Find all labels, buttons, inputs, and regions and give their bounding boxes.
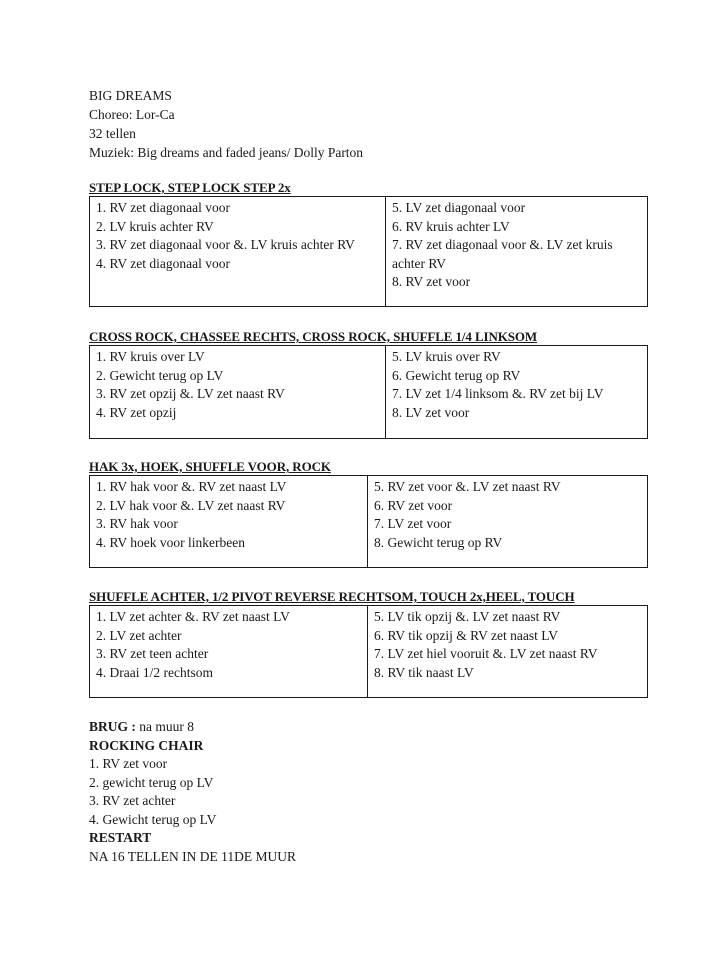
step-item: 5. LV tik opzij &. LV zet naast RV — [374, 609, 561, 624]
section-4 — [89, 589, 647, 698]
steps-left-column — [90, 346, 386, 439]
step-item: 2. LV zet achter — [96, 627, 182, 643]
steps-table — [89, 196, 648, 307]
section-3 — [89, 459, 647, 568]
rocking-step: 2. gewicht terug op LV — [89, 774, 214, 790]
dance-header — [89, 86, 363, 162]
step-item: 5. LV kruis over RV — [392, 349, 501, 364]
step-item: 1. RV kruis over LV — [96, 349, 205, 364]
restart-text: NA 16 TELLEN IN DE 11DE MUUR — [89, 848, 296, 864]
bridge-text: na muur 8 — [135, 719, 194, 734]
count-info: 32 tellen — [89, 126, 136, 141]
section-1 — [89, 180, 647, 307]
steps-right-column — [386, 197, 648, 307]
step-item: 4. Draai 1/2 rechtsom — [96, 664, 213, 680]
step-item: 1. LV zet achter &. RV zet naast LV — [96, 609, 290, 624]
bridge-line — [89, 718, 296, 737]
step-item: 4. RV hoek voor linkerbeen — [96, 534, 246, 550]
step-item: 8. Gewicht terug op RV — [374, 534, 503, 550]
dance-title: BIG DREAMS — [89, 88, 172, 103]
step-item: 2. LV hak voor &. LV zet naast RV — [96, 497, 286, 513]
step-item: 7. LV zet voor — [374, 516, 452, 531]
restart-title: RESTART — [89, 830, 152, 845]
section-2 — [89, 329, 647, 439]
step-item: 7. LV zet 1/4 linksom &. RV zet bij LV — [392, 386, 604, 401]
music-info: Muziek: Big dreams and faded jeans/ Dolly Parton — [89, 145, 364, 160]
steps-right-column — [386, 346, 648, 439]
section-title: SHUFFLE ACHTER, 1/2 PIVOT REVERSE RECHTSOM, TOUCH 2x,HEEL, TOUCH — [89, 589, 575, 604]
section-title: HAK 3x, HOEK, SHUFFLE VOOR, ROCK — [89, 459, 331, 474]
step-item: 6. RV zet voor — [374, 497, 453, 513]
steps-right-column — [368, 476, 648, 568]
step-item: 8. RV zet voor — [392, 274, 471, 289]
step-item: 2. Gewicht terug op LV — [96, 367, 224, 383]
step-item: 1. RV zet diagonaal voor — [96, 200, 231, 215]
step-item: 3. RV hak voor — [96, 516, 178, 531]
choreographer: Choreo: Lor-Ca — [89, 107, 175, 122]
step-item: 4. RV zet diagonaal voor — [96, 255, 231, 271]
rocking-step: 4. Gewicht terug op LV — [89, 811, 217, 827]
step-item: 3. RV zet opzij &. LV zet naast RV — [96, 386, 285, 401]
step-item: 8. RV tik naast LV — [374, 664, 474, 680]
section-title: CROSS ROCK, CHASSEE RECHTS, CROSS ROCK, SHUFFLE 1/4 LINKSOM — [89, 329, 538, 344]
step-item: 6. RV kruis achter LV — [392, 218, 510, 234]
step-item: 3. RV zet teen achter — [96, 646, 209, 661]
step-item: 6. Gewicht terug op RV — [392, 367, 521, 383]
step-item: 3. RV zet diagonaal voor &. LV kruis achter RV — [96, 237, 355, 252]
footer-notes — [89, 718, 296, 866]
step-item: 8. LV zet voor — [392, 404, 470, 420]
rocking-chair-title: ROCKING CHAIR — [89, 737, 204, 753]
steps-left-column — [90, 606, 368, 698]
steps-left-column — [90, 476, 368, 568]
section-title: STEP LOCK, STEP LOCK STEP 2x — [89, 180, 291, 195]
step-item: 7. LV zet hiel vooruit &. LV zet naast RV — [374, 646, 598, 661]
bridge-label: BRUG : — [89, 719, 136, 734]
steps-left-column — [90, 197, 386, 307]
step-item: 2. LV kruis achter RV — [96, 218, 214, 234]
step-item: 4. RV zet opzij — [96, 404, 177, 420]
step-item: 1. RV hak voor &. RV zet naast LV — [96, 479, 287, 494]
step-item: 6. RV tik opzij & RV zet naast LV — [374, 627, 558, 643]
steps-table — [89, 345, 648, 439]
steps-table — [89, 475, 648, 568]
step-item: 7. RV zet diagonaal voor &. LV zet kruis achter RV — [392, 237, 613, 271]
step-item: 5. LV zet diagonaal voor — [392, 200, 526, 215]
step-item: 5. RV zet voor &. LV zet naast RV — [374, 479, 561, 494]
steps-right-column — [368, 606, 648, 698]
steps-table — [89, 605, 648, 698]
rocking-step: 3. RV zet achter — [89, 793, 176, 808]
rocking-step: 1. RV zet voor — [89, 756, 168, 771]
